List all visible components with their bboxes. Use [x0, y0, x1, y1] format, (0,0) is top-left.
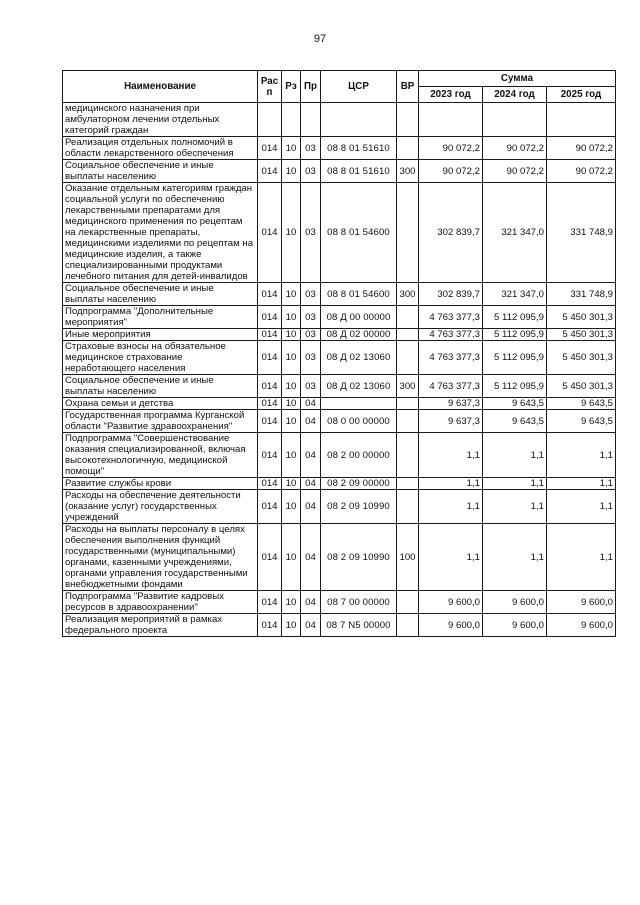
- cell-pr: 04: [301, 478, 321, 490]
- cell-vr: [397, 341, 419, 375]
- cell-sum-2023: 90 072,2: [419, 160, 483, 183]
- cell-name: Расходы на выплаты персоналу в целях обеспечения выполнения функций государственными (муниципальными) органами, казенными учреждениями, органами управления государственными внебюджетными фондами: [63, 524, 258, 591]
- cell-rz: 10: [282, 614, 301, 637]
- cell-vr: [397, 410, 419, 433]
- cell-sum-2025: 1,1: [547, 524, 616, 591]
- cell-pr: 03: [301, 375, 321, 398]
- cell-sum-2023: 1,1: [419, 490, 483, 524]
- cell-csr: 08 Д 02 13060: [321, 375, 397, 398]
- table-row: [63, 591, 616, 614]
- cell-vr: 300: [397, 160, 419, 183]
- cell-sum-2023: 9 637,3: [419, 410, 483, 433]
- cell-sum-2025: 5 450 301,3: [547, 306, 616, 329]
- cell-csr: 08 0 00 00000: [321, 410, 397, 433]
- cell-sum-2024: 1,1: [483, 433, 547, 478]
- cell-name: Социальное обеспечение и иные выплаты населению: [63, 160, 258, 183]
- cell-sum-2023: 9 600,0: [419, 591, 483, 614]
- cell-sum-2023: 4 763 377,3: [419, 329, 483, 341]
- header-csr: ЦСР: [321, 71, 397, 103]
- cell-sum-2025: 9 643,5: [547, 410, 616, 433]
- cell-sum-2025: 9 600,0: [547, 614, 616, 637]
- cell-sum-2023: 90 072,2: [419, 137, 483, 160]
- cell-sum-2024: 1,1: [483, 490, 547, 524]
- table-row: [63, 490, 616, 524]
- cell-name: Охрана семьи и детства: [63, 398, 258, 410]
- cell-sum-2025: 5 450 301,3: [547, 341, 616, 375]
- cell-csr: 08 Д 02 13060: [321, 341, 397, 375]
- cell-sum-2023: 9 600,0: [419, 614, 483, 637]
- cell-csr: 08 7 N5 00000: [321, 614, 397, 637]
- header-name: Наименование: [63, 71, 258, 103]
- cell-rz: 10: [282, 398, 301, 410]
- cell-rz: 10: [282, 137, 301, 160]
- cell-sum-2025: 1,1: [547, 433, 616, 478]
- cell-rasp: 014: [258, 478, 282, 490]
- cell-rasp: 014: [258, 490, 282, 524]
- cell-sum-2025: 5 450 301,3: [547, 329, 616, 341]
- cell-sum-2025: 90 072,2: [547, 137, 616, 160]
- cell-rz: 10: [282, 410, 301, 433]
- table-row: [63, 137, 616, 160]
- cell-rasp: 014: [258, 341, 282, 375]
- cell-pr: 04: [301, 433, 321, 478]
- cell-vr: [397, 103, 419, 137]
- cell-pr: 04: [301, 591, 321, 614]
- cell-name: Страховые взносы на обязательное медицинское страхование неработающего населения: [63, 341, 258, 375]
- cell-name: Социальное обеспечение и иные выплаты населению: [63, 375, 258, 398]
- cell-vr: 300: [397, 375, 419, 398]
- header-vr: ВР: [397, 71, 419, 103]
- header-year-2024: 2024 год: [483, 87, 547, 103]
- cell-sum-2025: 331 748,9: [547, 183, 616, 283]
- cell-sum-2024: 9 600,0: [483, 591, 547, 614]
- table-row: [63, 329, 616, 341]
- table-row: [63, 160, 616, 183]
- table-row: [63, 306, 616, 329]
- cell-name: Государственная программа Курганской области "Развитие здравоохранения": [63, 410, 258, 433]
- cell-pr: 04: [301, 614, 321, 637]
- cell-rz: 10: [282, 433, 301, 478]
- cell-pr: [301, 103, 321, 137]
- cell-vr: 100: [397, 524, 419, 591]
- cell-csr: 08 8 01 54600: [321, 283, 397, 306]
- table-row: [63, 410, 616, 433]
- header-year-2023: 2023 год: [419, 87, 483, 103]
- cell-sum-2023: 302 839,7: [419, 283, 483, 306]
- cell-vr: [397, 329, 419, 341]
- cell-pr: 03: [301, 183, 321, 283]
- cell-csr: [321, 398, 397, 410]
- cell-sum-2024: 5 112 095,9: [483, 341, 547, 375]
- cell-csr: 08 Д 02 00000: [321, 329, 397, 341]
- cell-rz: 10: [282, 306, 301, 329]
- cell-sum-2023: 4 763 377,3: [419, 306, 483, 329]
- cell-pr: 03: [301, 137, 321, 160]
- cell-sum-2023: [419, 103, 483, 137]
- cell-sum-2024: 90 072,2: [483, 137, 547, 160]
- cell-sum-2025: 5 450 301,3: [547, 375, 616, 398]
- cell-vr: [397, 478, 419, 490]
- cell-sum-2024: 5 112 095,9: [483, 329, 547, 341]
- table-row: [63, 283, 616, 306]
- cell-pr: 04: [301, 410, 321, 433]
- table-row: [63, 375, 616, 398]
- cell-rasp: [258, 103, 282, 137]
- cell-pr: 04: [301, 398, 321, 410]
- cell-sum-2024: [483, 103, 547, 137]
- cell-rasp: 014: [258, 183, 282, 283]
- cell-sum-2025: 9 643,5: [547, 398, 616, 410]
- cell-sum-2023: 9 637,3: [419, 398, 483, 410]
- cell-vr: [397, 433, 419, 478]
- cell-rasp: 014: [258, 524, 282, 591]
- cell-rasp: 014: [258, 398, 282, 410]
- cell-sum-2024: 5 112 095,9: [483, 375, 547, 398]
- header-sum: Сумма: [419, 71, 616, 87]
- cell-sum-2024: 9 643,5: [483, 410, 547, 433]
- cell-csr: [321, 103, 397, 137]
- cell-sum-2025: 1,1: [547, 478, 616, 490]
- cell-rz: 10: [282, 160, 301, 183]
- cell-csr: 08 2 00 00000: [321, 433, 397, 478]
- cell-sum-2025: [547, 103, 616, 137]
- table-row: [63, 183, 616, 283]
- cell-sum-2024: 321 347,0: [483, 283, 547, 306]
- cell-rz: 10: [282, 490, 301, 524]
- cell-csr: 08 2 09 10990: [321, 524, 397, 591]
- cell-csr: 08 7 00 00000: [321, 591, 397, 614]
- cell-vr: [397, 306, 419, 329]
- cell-rz: [282, 103, 301, 137]
- cell-vr: [397, 614, 419, 637]
- cell-sum-2023: 1,1: [419, 524, 483, 591]
- cell-name: Подпрограмма "Дополнительные мероприятия": [63, 306, 258, 329]
- cell-sum-2025: 1,1: [547, 490, 616, 524]
- cell-name: Развитие службы крови: [63, 478, 258, 490]
- cell-sum-2024: 1,1: [483, 478, 547, 490]
- cell-pr: 03: [301, 329, 321, 341]
- table-row: [63, 398, 616, 410]
- cell-pr: 04: [301, 524, 321, 591]
- cell-csr: 08 8 01 51610: [321, 160, 397, 183]
- cell-vr: [397, 398, 419, 410]
- cell-sum-2023: 4 763 377,3: [419, 341, 483, 375]
- budget-table: [62, 70, 616, 637]
- cell-rasp: 014: [258, 160, 282, 183]
- cell-name: Социальное обеспечение и иные выплаты населению: [63, 283, 258, 306]
- cell-rasp: 014: [258, 591, 282, 614]
- cell-rz: 10: [282, 341, 301, 375]
- cell-pr: 03: [301, 160, 321, 183]
- cell-pr: 04: [301, 490, 321, 524]
- table-row: [63, 103, 616, 137]
- cell-csr: 08 8 01 51610: [321, 137, 397, 160]
- cell-sum-2024: 90 072,2: [483, 160, 547, 183]
- cell-name: Подпрограмма "Совершенствование оказания специализированной, включая высокотехнологичную, медицинской помощи": [63, 433, 258, 478]
- cell-rasp: 014: [258, 329, 282, 341]
- cell-sum-2025: 331 748,9: [547, 283, 616, 306]
- cell-pr: 03: [301, 306, 321, 329]
- cell-sum-2023: 1,1: [419, 433, 483, 478]
- cell-rasp: 014: [258, 137, 282, 160]
- cell-name: Оказание отдельным категориям граждан социальной услуги по обеспечению лекарственными препаратами для медицинского применения по рецептам на лекарственные препараты, медицинскими изделиями по рецептам на медицинские изделия, а также специализированными продуктами лечебного питания для детей-инвалидов: [63, 183, 258, 283]
- cell-rz: 10: [282, 375, 301, 398]
- cell-vr: [397, 591, 419, 614]
- cell-vr: [397, 183, 419, 283]
- cell-rasp: 014: [258, 433, 282, 478]
- page-number: 97: [313, 33, 327, 45]
- table-row: [63, 478, 616, 490]
- cell-sum-2023: 4 763 377,3: [419, 375, 483, 398]
- cell-rz: 10: [282, 524, 301, 591]
- cell-sum-2023: 1,1: [419, 478, 483, 490]
- cell-rasp: 014: [258, 283, 282, 306]
- cell-rasp: 014: [258, 375, 282, 398]
- cell-sum-2024: 321 347,0: [483, 183, 547, 283]
- cell-sum-2025: 90 072,2: [547, 160, 616, 183]
- cell-sum-2023: 302 839,7: [419, 183, 483, 283]
- cell-name: Расходы на обеспечение деятельности (оказание услуг) государственных учреждений: [63, 490, 258, 524]
- cell-name: Иные мероприятия: [63, 329, 258, 341]
- header-rz: Рз: [282, 71, 301, 103]
- cell-rz: 10: [282, 478, 301, 490]
- cell-csr: 08 8 01 54600: [321, 183, 397, 283]
- cell-csr: 08 2 09 00000: [321, 478, 397, 490]
- cell-name: Реализация отдельных полномочий в области лекарственного обеспечения: [63, 137, 258, 160]
- cell-pr: 03: [301, 341, 321, 375]
- table-row: [63, 433, 616, 478]
- cell-rasp: 014: [258, 410, 282, 433]
- table-row: [63, 524, 616, 591]
- cell-name: Реализация мероприятий в рамках федерального проекта: [63, 614, 258, 637]
- cell-csr: 08 2 09 10990: [321, 490, 397, 524]
- cell-sum-2024: 5 112 095,9: [483, 306, 547, 329]
- cell-rz: 10: [282, 183, 301, 283]
- cell-vr: 300: [397, 283, 419, 306]
- cell-vr: [397, 490, 419, 524]
- header-pr: Пр: [301, 71, 321, 103]
- cell-sum-2024: 9 643,5: [483, 398, 547, 410]
- cell-pr: 03: [301, 283, 321, 306]
- table-row: [63, 341, 616, 375]
- cell-rasp: 014: [258, 614, 282, 637]
- cell-sum-2024: 9 600,0: [483, 614, 547, 637]
- cell-vr: [397, 137, 419, 160]
- cell-name: медицинского назначения при амбулаторном лечении отдельных категорий граждан: [63, 103, 258, 137]
- cell-rz: 10: [282, 591, 301, 614]
- table-row: [63, 614, 616, 637]
- cell-rz: 10: [282, 329, 301, 341]
- cell-name: Подпрограмма "Развитие кадровых ресурсов в здравоохранении": [63, 591, 258, 614]
- cell-rz: 10: [282, 283, 301, 306]
- cell-csr: 08 Д 00 00000: [321, 306, 397, 329]
- cell-sum-2024: 1,1: [483, 524, 547, 591]
- header-rasp: Рас п: [258, 71, 282, 103]
- cell-rasp: 014: [258, 306, 282, 329]
- cell-sum-2025: 9 600,0: [547, 591, 616, 614]
- header-year-2025: 2025 год: [547, 87, 616, 103]
